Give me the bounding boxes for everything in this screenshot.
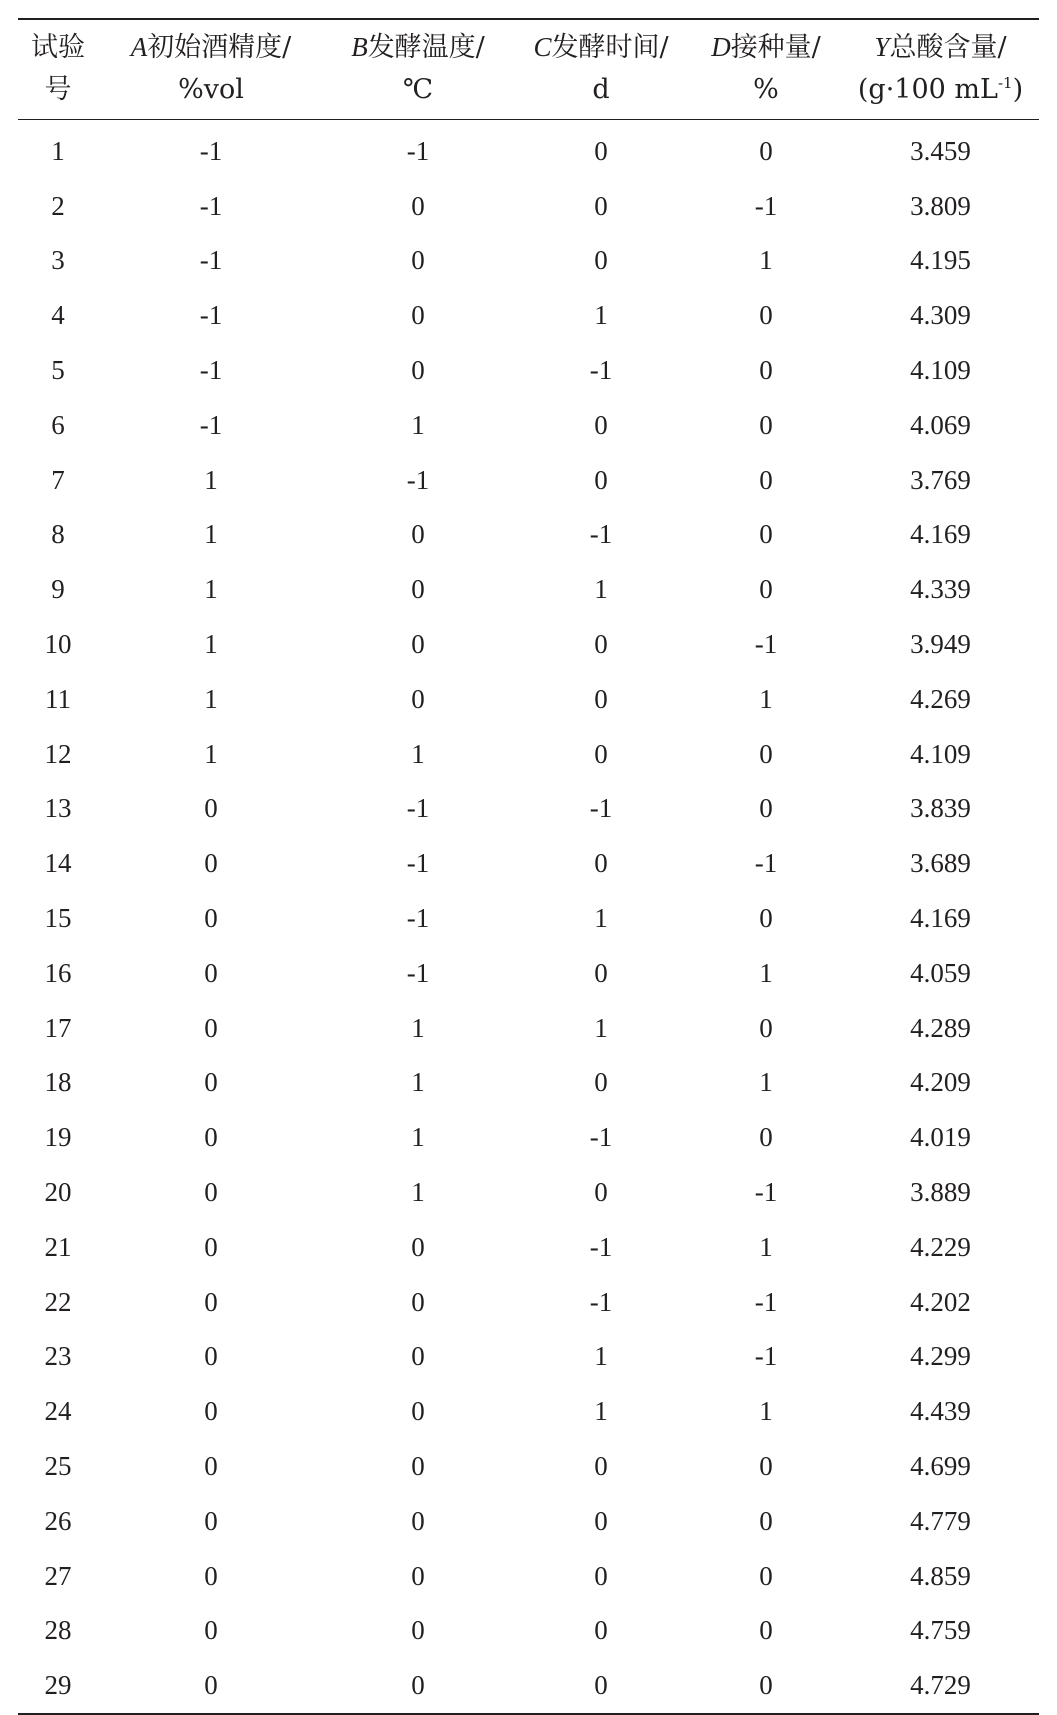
cell-trial-number: 21 <box>44 1231 72 1262</box>
cell-factor-a: -1 <box>199 355 223 386</box>
cell-factor-c: 0 <box>594 683 608 714</box>
cell-factor-b: 0 <box>411 190 425 221</box>
cell-factor-a: 0 <box>204 1177 218 1208</box>
table-row <box>18 1549 1039 1604</box>
cell-trial-number: 25 <box>44 1451 72 1482</box>
cell-factor-b: 0 <box>411 1615 425 1646</box>
table-row <box>18 1330 1039 1385</box>
cell-factor-b: 1 <box>411 409 425 440</box>
cell-factor-a: -1 <box>199 135 223 166</box>
cell-trial-number: 10 <box>44 629 72 660</box>
cell-factor-b: 0 <box>411 1505 425 1536</box>
cell-trial-number: 17 <box>44 1012 72 1043</box>
table-row <box>18 1001 1039 1056</box>
cell-trial-number: 28 <box>44 1615 72 1646</box>
cell-factor-d: 0 <box>759 300 773 331</box>
cell-factor-c: 0 <box>594 245 608 276</box>
cell-factor-c: -1 <box>589 1286 613 1317</box>
table-row <box>18 288 1039 343</box>
cell-factor-b: -1 <box>406 903 430 934</box>
cell-factor-c: 1 <box>594 300 608 331</box>
factor-symbol: C <box>533 32 552 62</box>
cell-factor-c: -1 <box>589 355 613 386</box>
cell-factor-b: 0 <box>411 1451 425 1482</box>
cell-total-acid: 4.169 <box>910 903 971 934</box>
cell-total-acid: 4.729 <box>910 1670 971 1701</box>
cell-factor-c: 0 <box>594 1615 608 1646</box>
table-row <box>18 617 1039 672</box>
cell-factor-c: 0 <box>594 1670 608 1701</box>
cell-factor-b: 0 <box>411 683 425 714</box>
header-label: 总酸含量/ <box>889 32 1007 63</box>
cell-factor-d: 1 <box>759 957 773 988</box>
cell-factor-a: -1 <box>199 409 223 440</box>
cell-factor-d: -1 <box>754 1341 778 1372</box>
header-initial-alcohol <box>98 19 324 120</box>
header-unit: ℃ <box>402 74 434 105</box>
response-symbol: Y <box>874 32 890 62</box>
table-row <box>18 727 1039 782</box>
cell-factor-c: -1 <box>589 1231 613 1262</box>
cell-factor-c: 0 <box>594 1177 608 1208</box>
cell-factor-a: 0 <box>204 957 218 988</box>
cell-trial-number: 19 <box>44 1122 72 1153</box>
cell-total-acid: 4.195 <box>910 245 971 276</box>
cell-total-acid: 4.289 <box>910 1012 971 1043</box>
table-row <box>18 672 1039 727</box>
factor-symbol: A <box>130 32 148 62</box>
cell-factor-d: 0 <box>759 1505 773 1536</box>
table-row <box>18 508 1039 563</box>
cell-factor-c: 1 <box>594 1341 608 1372</box>
cell-factor-c: 0 <box>594 464 608 495</box>
cell-total-acid: 4.759 <box>910 1615 971 1646</box>
cell-factor-d: -1 <box>754 848 778 879</box>
table-row <box>18 1275 1039 1330</box>
cell-factor-b: 0 <box>411 1341 425 1372</box>
factor-symbol: B <box>351 32 368 62</box>
table-row <box>18 1110 1039 1165</box>
cell-factor-a: 1 <box>204 519 218 550</box>
table-row <box>18 891 1039 946</box>
cell-factor-d: -1 <box>754 1286 778 1317</box>
cell-factor-d: 0 <box>759 1122 773 1153</box>
cell-trial-number: 18 <box>44 1067 72 1098</box>
cell-factor-a: 0 <box>204 1451 218 1482</box>
cell-factor-b: 0 <box>411 1670 425 1701</box>
cell-factor-c: 0 <box>594 629 608 660</box>
table-row <box>18 453 1039 508</box>
cell-factor-a: 0 <box>204 793 218 824</box>
cell-factor-a: -1 <box>199 300 223 331</box>
cell-trial-number: 9 <box>51 574 65 605</box>
cell-total-acid: 4.059 <box>910 957 971 988</box>
table-row <box>18 398 1039 453</box>
cell-factor-c: 0 <box>594 409 608 440</box>
cell-factor-b: 1 <box>411 1067 425 1098</box>
cell-trial-number: 22 <box>44 1286 72 1317</box>
header-inoculum-amount <box>690 19 842 120</box>
table-row <box>18 343 1039 398</box>
cell-factor-b: 1 <box>411 1177 425 1208</box>
cell-factor-a: 0 <box>204 1122 218 1153</box>
cell-factor-a: 1 <box>204 629 218 660</box>
table-header <box>18 19 1039 120</box>
cell-trial-number: 16 <box>44 957 72 988</box>
cell-factor-b: 0 <box>411 629 425 660</box>
cell-trial-number: 13 <box>44 793 72 824</box>
cell-factor-a: -1 <box>199 190 223 221</box>
table-row <box>18 179 1039 234</box>
cell-factor-b: 0 <box>411 1560 425 1591</box>
table-row <box>18 1658 1039 1714</box>
cell-factor-d: 0 <box>759 519 773 550</box>
cell-total-acid: 4.339 <box>910 574 971 605</box>
cell-factor-b: 0 <box>411 1286 425 1317</box>
cell-factor-a: 0 <box>204 903 218 934</box>
cell-factor-b: -1 <box>406 135 430 166</box>
cell-total-acid: 4.299 <box>910 1341 971 1372</box>
cell-factor-b: 0 <box>411 300 425 331</box>
cell-factor-d: -1 <box>754 629 778 660</box>
cell-factor-c: 0 <box>594 1451 608 1482</box>
cell-factor-a: 0 <box>204 1505 218 1536</box>
data-table-container <box>18 18 1039 1715</box>
table-row <box>18 836 1039 891</box>
cell-factor-b: -1 <box>406 464 430 495</box>
cell-trial-number: 14 <box>44 848 72 879</box>
cell-factor-c: 1 <box>594 1396 608 1427</box>
cell-total-acid: 4.209 <box>910 1067 971 1098</box>
cell-factor-a: 0 <box>204 1012 218 1043</box>
cell-trial-number: 12 <box>44 738 72 769</box>
cell-factor-b: 0 <box>411 1396 425 1427</box>
cell-trial-number: 11 <box>45 683 71 714</box>
table-row <box>18 1056 1039 1111</box>
cell-factor-c: 0 <box>594 135 608 166</box>
table-row <box>18 1439 1039 1494</box>
cell-factor-d: 0 <box>759 793 773 824</box>
cell-total-acid: 4.109 <box>910 738 971 769</box>
cell-factor-b: 1 <box>411 1122 425 1153</box>
cell-factor-a: 0 <box>204 1396 218 1427</box>
cell-total-acid: 4.229 <box>910 1231 971 1262</box>
cell-factor-c: 0 <box>594 738 608 769</box>
cell-total-acid: 4.269 <box>910 683 971 714</box>
cell-total-acid: 4.779 <box>910 1505 971 1536</box>
cell-factor-a: 0 <box>204 1670 218 1701</box>
cell-factor-a: 1 <box>204 738 218 769</box>
header-fermentation-temperature <box>324 19 512 120</box>
table-row <box>18 120 1039 179</box>
header-label: 发酵时间/ <box>551 32 669 63</box>
header-label: 试验 <box>31 31 85 63</box>
header-row <box>18 19 1039 120</box>
cell-factor-d: 1 <box>759 245 773 276</box>
cell-factor-d: 0 <box>759 1560 773 1591</box>
cell-factor-c: 1 <box>594 903 608 934</box>
cell-total-acid: 4.019 <box>910 1122 971 1153</box>
cell-factor-d: 0 <box>759 574 773 605</box>
cell-trial-number: 27 <box>44 1560 72 1591</box>
table-row <box>18 782 1039 837</box>
cell-factor-d: 0 <box>759 355 773 386</box>
cell-factor-a: 0 <box>204 848 218 879</box>
cell-factor-b: 1 <box>411 1012 425 1043</box>
cell-factor-d: 1 <box>759 1396 773 1427</box>
table-row <box>18 1220 1039 1275</box>
cell-trial-number: 6 <box>51 409 65 440</box>
cell-factor-d: 0 <box>759 135 773 166</box>
cell-factor-b: 0 <box>411 519 425 550</box>
unit-superscript: -1 <box>997 74 1013 92</box>
cell-factor-a: -1 <box>199 245 223 276</box>
header-unit-close: ) <box>1012 74 1024 105</box>
factor-symbol: D <box>711 32 731 62</box>
cell-factor-b: 0 <box>411 355 425 386</box>
cell-factor-b: 1 <box>411 738 425 769</box>
cell-factor-b: 0 <box>411 245 425 276</box>
header-unit: 号 <box>44 73 72 105</box>
cell-factor-a: 0 <box>204 1067 218 1098</box>
cell-trial-number: 3 <box>51 245 65 276</box>
header-total-acid <box>842 19 1039 120</box>
cell-factor-d: 0 <box>759 1615 773 1646</box>
cell-factor-c: -1 <box>589 519 613 550</box>
cell-factor-a: 0 <box>204 1560 218 1591</box>
header-label: 发酵温度/ <box>367 32 485 63</box>
header-unit: %vol <box>178 74 244 105</box>
cell-factor-d: 0 <box>759 1670 773 1701</box>
cell-factor-d: -1 <box>754 190 778 221</box>
cell-trial-number: 24 <box>44 1396 72 1427</box>
cell-factor-d: 0 <box>759 464 773 495</box>
cell-trial-number: 15 <box>44 903 72 934</box>
header-unit: d <box>592 74 610 105</box>
cell-factor-d: 0 <box>759 1451 773 1482</box>
cell-factor-c: 0 <box>594 1067 608 1098</box>
cell-total-acid: 4.069 <box>910 409 971 440</box>
cell-factor-b: 0 <box>411 1231 425 1262</box>
cell-factor-a: 0 <box>204 1341 218 1372</box>
cell-trial-number: 23 <box>44 1341 72 1372</box>
cell-factor-a: 0 <box>204 1286 218 1317</box>
cell-total-acid: 3.809 <box>910 190 971 221</box>
cell-trial-number: 8 <box>51 519 65 550</box>
table-row <box>18 1604 1039 1659</box>
cell-total-acid: 4.169 <box>910 519 971 550</box>
cell-factor-b: -1 <box>406 793 430 824</box>
cell-factor-d: 1 <box>759 1231 773 1262</box>
cell-trial-number: 26 <box>44 1505 72 1536</box>
cell-trial-number: 29 <box>44 1670 72 1701</box>
cell-factor-d: 0 <box>759 1012 773 1043</box>
cell-total-acid: 3.459 <box>910 135 971 166</box>
experiment-results-table <box>18 18 1039 1715</box>
cell-factor-b: -1 <box>406 957 430 988</box>
cell-total-acid: 4.699 <box>910 1451 971 1482</box>
cell-factor-a: 0 <box>204 1231 218 1262</box>
header-fermentation-time <box>512 19 690 120</box>
cell-factor-a: 1 <box>204 574 218 605</box>
cell-total-acid: 3.689 <box>910 848 971 879</box>
cell-factor-b: 0 <box>411 574 425 605</box>
cell-trial-number: 20 <box>44 1177 72 1208</box>
cell-total-acid: 4.202 <box>910 1286 971 1317</box>
header-label: 初始酒精度/ <box>147 32 292 63</box>
cell-total-acid: 3.949 <box>910 629 971 660</box>
cell-factor-d: 0 <box>759 409 773 440</box>
cell-total-acid: 3.839 <box>910 793 971 824</box>
table-row <box>18 1384 1039 1439</box>
cell-factor-c: 0 <box>594 848 608 879</box>
cell-factor-c: -1 <box>589 793 613 824</box>
cell-factor-c: 0 <box>594 1505 608 1536</box>
cell-trial-number: 1 <box>51 135 65 166</box>
table-body <box>18 120 1039 1715</box>
cell-factor-c: 0 <box>594 957 608 988</box>
cell-factor-a: 1 <box>204 464 218 495</box>
cell-factor-a: 1 <box>204 683 218 714</box>
cell-total-acid: 4.109 <box>910 355 971 386</box>
cell-total-acid: 4.439 <box>910 1396 971 1427</box>
table-row <box>18 946 1039 1001</box>
cell-trial-number: 5 <box>51 355 65 386</box>
header-label: 接种量/ <box>730 32 821 63</box>
cell-factor-b: -1 <box>406 848 430 879</box>
cell-factor-c: -1 <box>589 1122 613 1153</box>
cell-factor-d: 1 <box>759 1067 773 1098</box>
cell-factor-d: 1 <box>759 683 773 714</box>
cell-factor-c: 0 <box>594 1560 608 1591</box>
header-trial-number <box>18 19 98 120</box>
header-unit: (g·100 mL <box>857 74 998 105</box>
cell-total-acid: 3.769 <box>910 464 971 495</box>
cell-trial-number: 2 <box>51 190 65 221</box>
header-unit: % <box>753 74 779 105</box>
cell-total-acid: 4.309 <box>910 300 971 331</box>
table-row <box>18 1165 1039 1220</box>
cell-factor-a: 0 <box>204 1615 218 1646</box>
cell-trial-number: 7 <box>51 464 65 495</box>
cell-total-acid: 4.859 <box>910 1560 971 1591</box>
cell-trial-number: 4 <box>51 300 65 331</box>
cell-factor-c: 1 <box>594 574 608 605</box>
table-row <box>18 1494 1039 1549</box>
cell-factor-c: 1 <box>594 1012 608 1043</box>
table-row <box>18 234 1039 289</box>
cell-factor-c: 0 <box>594 190 608 221</box>
table-row <box>18 562 1039 617</box>
cell-factor-d: 0 <box>759 738 773 769</box>
cell-factor-d: 0 <box>759 903 773 934</box>
cell-factor-d: -1 <box>754 1177 778 1208</box>
cell-total-acid: 3.889 <box>910 1177 971 1208</box>
